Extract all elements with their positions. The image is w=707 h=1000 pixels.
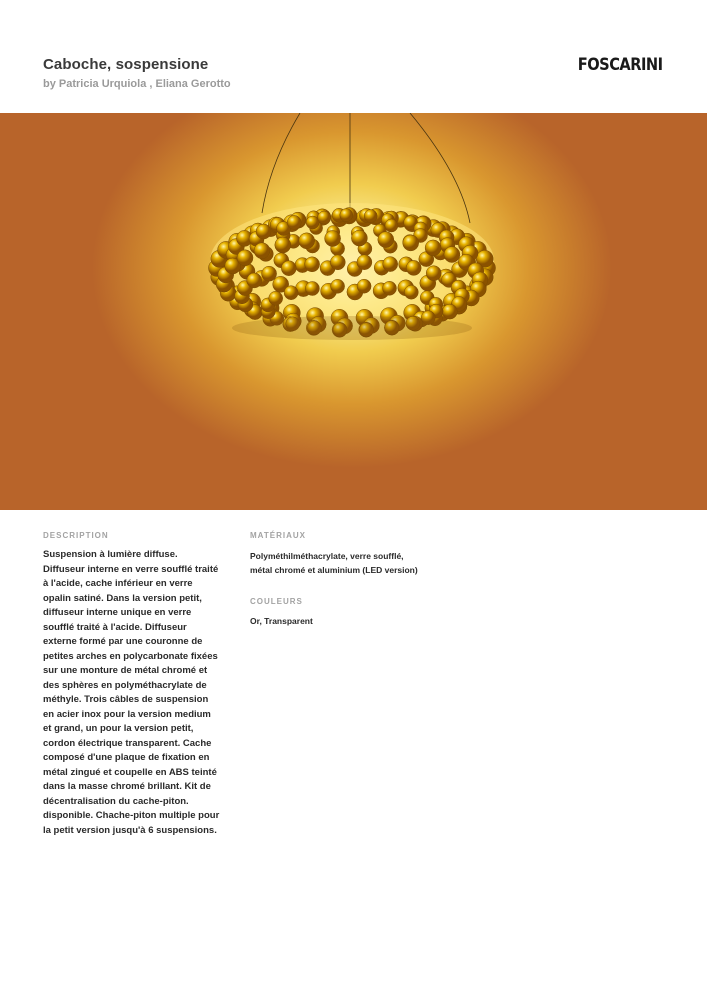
lamp-sphere xyxy=(281,261,296,276)
designers-credit: by Patricia Urquiola , Eliana Gerotto xyxy=(43,78,231,90)
lamp-sphere xyxy=(237,250,253,266)
lamp-sphere xyxy=(340,209,353,222)
lamp-sphere xyxy=(444,247,460,263)
lamp-sphere xyxy=(364,210,377,223)
lamp-sphere xyxy=(305,282,319,296)
lamp-sphere xyxy=(385,219,398,232)
lamp-sphere xyxy=(442,304,457,319)
lamp-sphere xyxy=(403,235,419,251)
materials-line-2: métal chromé et aluminium (LED version) xyxy=(250,565,418,575)
brand-logo: FOSCARINI xyxy=(578,55,663,75)
caboche-lamp-illustration xyxy=(0,113,707,510)
lamp-sphere xyxy=(351,230,367,246)
lamp-sphere xyxy=(404,285,418,299)
lamp-sphere xyxy=(256,224,271,239)
lamp-sphere xyxy=(262,266,277,281)
lamp-sphere xyxy=(426,266,441,281)
lamp-sphere xyxy=(378,232,394,248)
lamp-sphere xyxy=(331,279,345,293)
lamp-sphere xyxy=(247,273,262,288)
lamp-sphere xyxy=(299,233,315,249)
lamp-sphere xyxy=(406,260,421,275)
lamp-sphere xyxy=(383,281,397,295)
product-photo xyxy=(0,113,707,510)
lamp-sphere xyxy=(330,255,345,270)
lamp-sphere xyxy=(357,279,371,293)
lamp-sphere xyxy=(318,211,331,224)
materials-line-1: Polyméthilméthacrylate, verre soufflé, xyxy=(250,551,404,561)
lamp-sphere xyxy=(287,215,301,229)
colors-label: COULEURS xyxy=(250,597,303,606)
lamp-sphere xyxy=(306,216,319,229)
lamp-sphere xyxy=(254,243,270,259)
lamp-sphere xyxy=(284,286,298,300)
lamp-sphere xyxy=(357,255,372,270)
lamp-sphere xyxy=(425,240,441,256)
description-label: DESCRIPTION xyxy=(43,531,109,540)
materials-text xyxy=(250,549,450,577)
materials-label: MATÉRIAUX xyxy=(250,531,306,540)
lamp-sphere xyxy=(383,257,398,272)
product-title: Caboche, sospensione xyxy=(43,56,209,73)
description-text: Suspension à lumière diffuse. Diffuseur interne en verre soufflé traité à l'acide, cache inférieur en verre opalin satiné. Dans la version petit, diffuseur interne unique en verre soufflé traité à l'acide. Diffuseur externe formé par une couronne de petites arches en polycarbonate fixées sur une monture de métal chromé et des sphères en polyméthacrylate de méthyle. Trois câbles de suspension en acier inox pour la version medium et grand, un pour la version petit, cordon électrique transparent. Cache composé d'une plaque de fixation en métal zingué et coupelle en ABS teinté dans la masse chromé brillant. Kit de décentralisation du cache-piton. disponible. Chache-piton multiple pour la petit version jusqu'à 6 suspensions. xyxy=(43,549,220,836)
lamp-sphere xyxy=(275,237,291,253)
lamp-sphere xyxy=(269,291,283,305)
colors-text: Or, Transparent xyxy=(250,616,313,626)
lamp-sphere xyxy=(325,231,341,247)
lamp-sphere xyxy=(305,257,320,272)
